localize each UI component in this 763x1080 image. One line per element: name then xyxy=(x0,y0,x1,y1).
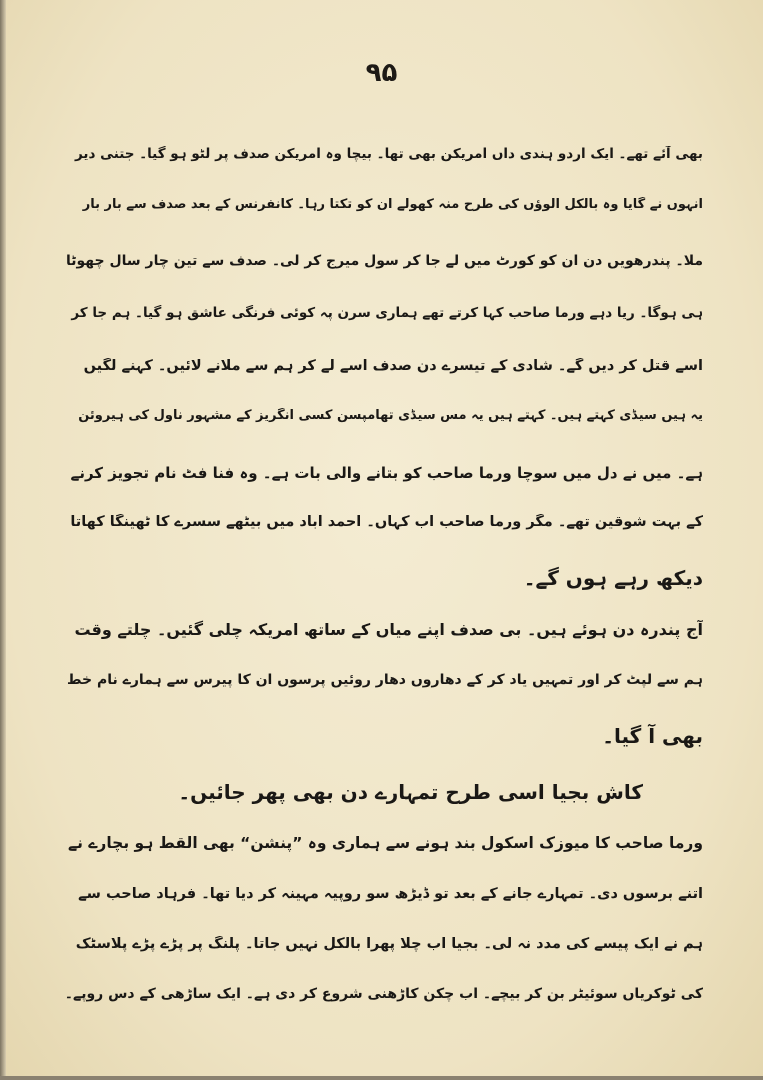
text-line: کے بہت شوقین تھے۔ مگر ورما صاحب اب کہاں۔ احمد آباد میں بیٹھے سسرے کا ٹھینگا کھاتا xyxy=(70,514,703,530)
text-line: اتنے برسوں دی۔ تمہارے جانے کے بعد تو ڈیڑھ سو روپیہ مہینہ کر دیا تھا۔ فرہاد صاحب سے xyxy=(78,886,703,902)
text-line: ملا۔ پندرھویں دن ان کو کورٹ میں لے جا کر سول میرج کر لی۔ صدف سے تین چار سال چھوٹا xyxy=(65,253,703,269)
text-line: آج پندرہ دن ہوئے ہیں۔ بی صدف اپنے میاں کے ساتھ امریکہ چلی گئیں۔ چلتے وقت xyxy=(74,620,703,639)
text-line: ہم سے لپٹ کر اور تمہیں یاد کر کے دھاروں دھار روئیں پرسوں ان کا پیرس سے ہمارے نام خط xyxy=(67,672,703,688)
text-line: اسے قتل کر دیں گے۔ شادی کے تیسرے دن صدف اسے لے کر ہم سے ملانے لائیں۔ کہنے لگیں xyxy=(83,358,703,374)
text-line: کی ٹوکریاں سوئیٹر بن کر بیچے۔ اب چکن کاڑھنی شروع کر دی ہے۔ ایک ساڑھی کے دس روپے۔ xyxy=(64,986,703,1002)
text-line: بھی آئے تھے۔ ایک اردو ہندی داں امریکن بھی تھا۔ بیچا وہ امریکن صدف پر لٹو ہو گیا۔ جتنی دیر xyxy=(75,146,703,162)
text-line: بھی آ گیا۔ xyxy=(602,724,703,748)
text-line: ورما صاحب کا میوزک اسکول بند ہونے سے ہماری وہ ”پنشن“ بھی القط ہو بچارے نے xyxy=(68,834,703,852)
scan-edge-bottom xyxy=(0,1076,763,1080)
text-line: ہی ہوگا۔ ریا دہے ورما صاحب کہا کرتے تھے ہماری سرن پہ کوئی فرنگی عاشق ہو گیا۔ ہم جا کر xyxy=(71,305,703,321)
page-number: ۹۵ xyxy=(365,58,398,88)
text-line: یہ ہیں سیڈی کہتے ہیں۔ کہتے ہیں یہ مس سیڈی تھامپسن کسی انگریز کے مشہور ناول کی ہیروئن xyxy=(78,408,703,423)
text-line: انہوں نے گایا وہ بالکل الّوؤں کی طرح منہ کھولے ان کو تکتا رہا۔ کانفرنس کے بعد صدف سے بار بار xyxy=(82,197,703,212)
scan-edge-left xyxy=(0,0,6,1080)
text-line: ہے۔ میں نے دل میں سوچا ورما صاحب کو بتانے والی بات ہے۔ وہ فنا فٹ نام تجویز کرنے xyxy=(70,464,703,482)
text-line: کاش بجیا اسی طرح تمہارے دن بھی پھر جائیں۔ xyxy=(178,780,643,804)
text-line: دیکھ رہے ہوں گے۔ xyxy=(523,566,703,590)
text-line: ہم نے ایک پیسے کی مدد نہ لی۔ بجیا اب چلا پھرا بالکل نہیں جاتا۔ پلنگ پر پڑے پڑے پلاسٹک xyxy=(75,936,703,952)
